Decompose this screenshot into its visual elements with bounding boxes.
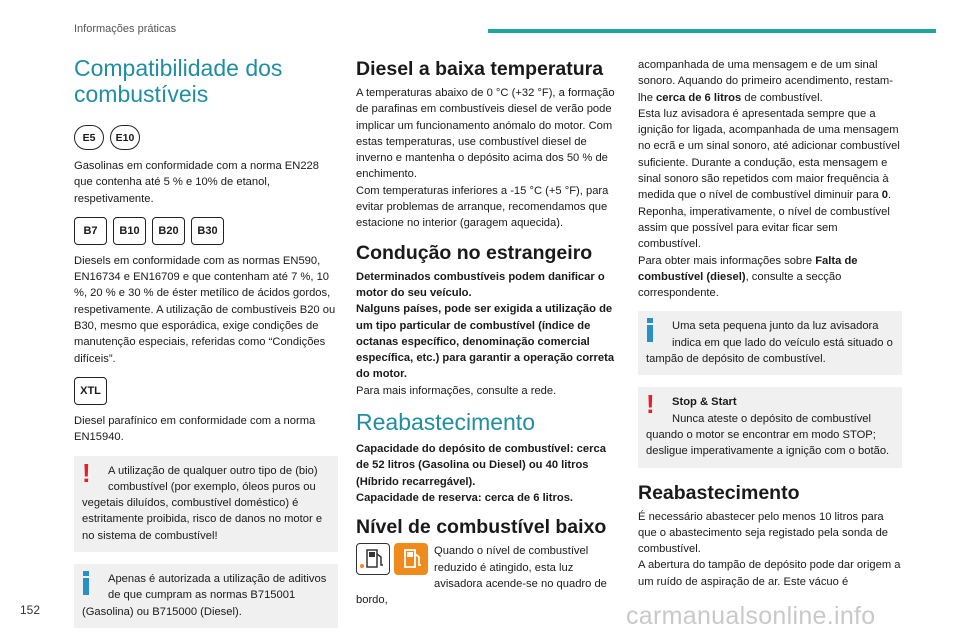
column-3 (638, 57, 902, 590)
biodiesel-text: Diesels em conformidade com as normas EN590, EN16734 e EN16709 e que contenham até 7 %, 10 %, 20 % e 30 % de éster metílico de ácidos gordos, respetivamente. A utilização de combustíveis B20 ou B30, mesmo que esporádica, exige condições de manutenção especiais, referidas como “Condições difíceis”. (74, 254, 336, 365)
stop-start-text: Nunca ateste o depósito de combustível quando o motor se encontrar em modo STOP; desligue imperativamente a ignição com o botão. (646, 412, 890, 458)
ethanol-text: Gasolinas em conformidade com a norma EN228 que contenha até 5 % e 10% de etanol, respetivamente. (74, 160, 319, 205)
b20-badge-icon: B20 (152, 217, 185, 245)
e5-badge-icon: E5 (74, 125, 104, 150)
stop-start-title: Stop & Start (672, 396, 737, 409)
warning-icon: ! (646, 389, 655, 420)
section-title-refuelling: Reabastecimento (356, 409, 535, 436)
low-fuel-icons (356, 543, 428, 575)
heading-diesel-low-temp: Diesel a baixa temperatura (356, 58, 604, 80)
heading-low-fuel: Nível de combustível baixo (356, 516, 607, 539)
abroad-bold-2: Nalguns países, pode ser exigida a utilização de um tipo particular de combustível (índice de octanas específico, denominação comercial específica, etc.) para garantir a operação correta do motor. (356, 303, 615, 381)
info-icon (646, 318, 672, 342)
ethanol-badges (74, 125, 338, 150)
low-fuel-continued-1: acompanhada de uma mensagem e de um sinal sonoro. Aquando do primeiro acendimento, restam-lhe cerca de 6 litros de combustível. (638, 59, 893, 104)
info-text: Apenas é autorizada a utilização de aditivos de que cumpram as normas B715001 (Gasolina) ou B715000 (Diesel). (82, 573, 327, 618)
heading-driving-abroad: Condução no estrangeiro (356, 241, 593, 264)
info-box-arrow (638, 311, 902, 375)
fuel-pump-icon (356, 543, 390, 575)
b7-badge-icon: B7 (74, 217, 107, 245)
warning-icon: ! (82, 457, 91, 488)
low-fuel-continued-2: Esta luz avisadora é apresentada sempre que a ignição for ligada, acompanhada de uma mensagem no ecrã e um sinal sonoro, até adicionar combustível suficiente. Durante a condução, esta mensagem e sinal sonoro são repetidos com maior frequência à medida que o nível de combustível diminuir para 0. (638, 107, 900, 202)
page-number: 152 (20, 603, 41, 617)
low-fuel-block (356, 543, 620, 608)
heading-refuelling: Reabastecimento (638, 481, 800, 504)
low-fuel-continued-4: Para obter mais informações sobre Falta de combustível (diesel), consulte a secção correspondente. (638, 254, 858, 300)
warning-box-fuel (74, 456, 338, 552)
low-fuel-text: Quando o nível de combustível reduzido é atingido, esta luz avisadora acende-se no quadro de bordo, (356, 545, 607, 607)
column-1 (74, 55, 338, 628)
watermark: carmanualsonline.info (626, 602, 876, 630)
low-fuel-continued-3: Reponha, imperativamente, o nível de combustível assim que possível para evitar ficar sem combustível. (638, 205, 890, 251)
xtl-badge-icon: XTL (74, 377, 107, 405)
xtl-badges (74, 377, 338, 405)
e10-badge-icon: E10 (110, 125, 140, 150)
abroad-bold-1: Determinados combustíveis podem danificar o motor do seu veículo. (356, 270, 605, 299)
header-accent-bar (488, 29, 936, 33)
info-box-additives (74, 564, 338, 628)
refuel-reserve: Capacidade de reserva: cerca de 6 litros. (356, 491, 574, 504)
warning-text: A utilização de qualquer outro tipo de (bio) combustível (por exemplo, óleos puros ou vegetais diluídos, combustível doméstico) é estritamente proibida, risco de danos no motor e no sistema de combustível! (82, 464, 323, 542)
column-2 (356, 55, 620, 608)
info-icon (82, 571, 108, 595)
running-header: Informações práticas (74, 23, 177, 35)
diesel-text: A temperaturas abaixo de 0 °C (+32 °F), a formação de parafinas em combustíveis diesel de verão pode implicar um funcionamento anómalo do motor. Com estas temperaturas, use combustível diesel de inverno e mantenha o depósito acima dos 50 % de enchimento. (356, 87, 615, 181)
b10-badge-icon: B10 (113, 217, 146, 245)
fuel-warning-light-icon (394, 543, 428, 575)
abroad-text: Para mais informações, consulte a rede. (356, 384, 557, 397)
refuel-capacity: Capacidade do depósito de combustível: cerca de 52 litros (Gasolina ou Diesel) ou 40 litros (Híbrido recarregável). (356, 443, 606, 488)
section-title-compatibility: Compatibilidade dos combustíveis (74, 55, 283, 107)
xtl-text: Diesel parafínico em conformidade com a norma EN15940. (74, 414, 316, 444)
warning-box-stop-start (638, 387, 902, 467)
b30-badge-icon: B30 (191, 217, 224, 245)
biodiesel-badges (74, 217, 338, 245)
info-arrow-text: Uma seta pequena junto da luz avisadora indica em que lado do veículo está situado o tampão de depósito de combustível. (646, 320, 893, 366)
refuelling-text: É necessário abastecer pelo menos 10 litros para que o abastecimento seja registado pela sonda de combustível. (638, 510, 889, 556)
diesel-text-2: Com temperaturas inferiores a -15 °C (+5 °F), para evitar problemas de arranque, recomendamos que estacione no interior (garagem aquecida). (356, 184, 609, 230)
refuelling-text-2: A abertura do tampão de depósito pode dar origem a um ruído de aspiração de ar. Este vácuo é (638, 559, 901, 588)
